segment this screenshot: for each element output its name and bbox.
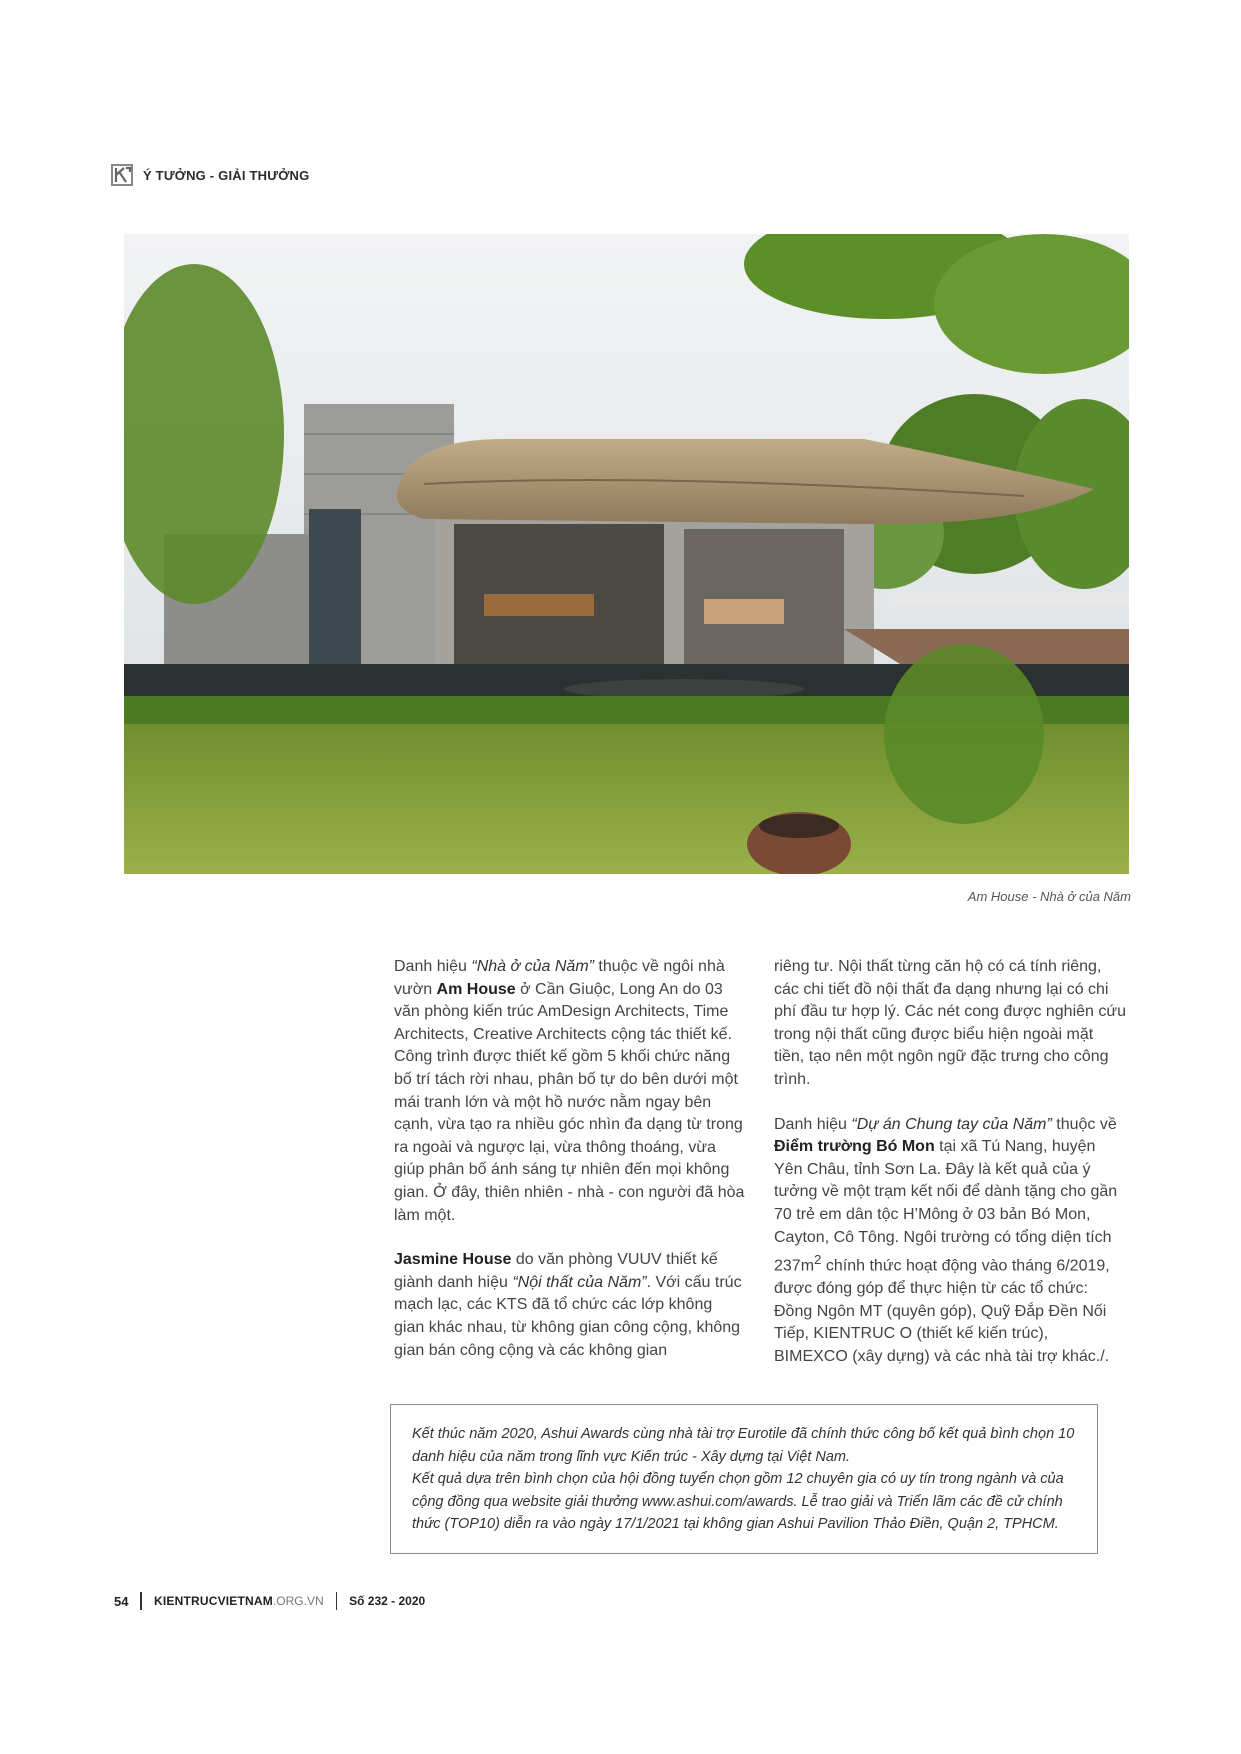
text-run: ở Cần Giuộc, Long An do 03 văn phòng kiến trúc AmDesign Architects, Time Architects, Creative Architects cộng tác thiết kế. Công trình được thiết kế gồm 5 khối chức năng bố trí tách rời nhau, phân bố tự do bên dưới một mái tranh lớn và một hồ nước nằm ngay bên cạnh, vừa tạo ra nhiều góc nhìn đa dạng từ trong ra ngoài và ngược lại, vừa thông thoáng, vừa giúp phân bố ánh sáng tự nhiên đến mọi không gian. Ở đây, thiên nhiên - nhà - con người đã hòa làm một. [394, 980, 745, 1224]
paragraph-am-house [394, 956, 746, 1227]
paragraph-bo-mon-school [774, 1114, 1126, 1369]
paragraph-jasmine-house [394, 1249, 746, 1362]
footer-divider [140, 1592, 142, 1610]
site-name [154, 1594, 324, 1608]
text-run: thuộc về ngôi nhà vườn [394, 958, 725, 998]
project-name-jasmine-house: Jasmine House [394, 1251, 512, 1269]
project-name-bo-mon: Điểm trường Bó Mon [774, 1138, 935, 1156]
text-run: Danh hiệu [774, 1115, 852, 1133]
info-box [390, 1404, 1098, 1554]
kientruc-logo-icon [111, 164, 133, 186]
text-run: thuộc về [1051, 1115, 1117, 1133]
paragraph-jasmine-continued: riêng tư. Nội thất từng căn hộ có cá tính riêng, các chi tiết đồ nội thất đa dạng nhưng lại có chi phí đầu tư hợp lý. Các nét cong được nghiên cứu trong nội thất cũng được biểu hiện ngoài mặt tiền, tạo nên một ngôn ngữ đặc trưng cho công trình. [774, 958, 1126, 1088]
award-title-community: “Dự án Chung tay của Năm” [851, 1115, 1052, 1133]
section-header [111, 164, 309, 186]
text-run: do văn phòng VUUV thiết kế giành danh hiệu [394, 1251, 718, 1291]
info-box-paragraph-2: Kết quả dựa trên bình chọn của hội đồng tuyển chọn gồm 12 chuyên gia có uy tín trong ngành và của cộng đồng qua website giải thưởng www.ashui.com/awards. Lễ trao giải và Triển lãm các đề cử chính thức (TOP10) diễn ra vào ngày 17/1/2021 tại không gian Ashui Pavilion Thảo Điền, Quận 2, TPHCM. [412, 1471, 1064, 1532]
body-column-left [394, 956, 746, 1384]
footer-divider [336, 1592, 338, 1610]
site-name-bold: KIENTRUCVIETNAM [153, 1594, 273, 1608]
am-house-photo [124, 234, 1129, 874]
info-box-paragraph-1: Kết thúc năm 2020, Ashui Awards cùng nhà tài trợ Eurotile đã chính thức công bố kết quả bình chọn 10 danh hiệu của năm trong lĩnh vực Kiến trúc - Xây dựng tại Việt Nam. [412, 1426, 1075, 1465]
text-run: Danh hiệu [394, 958, 472, 975]
text-run: . Với cấu trúc mạch lạc, các KTS đã tổ chức các lớp không gian khác nhau, từ không gian công cộng, không gian bán công cộng và các không gian [394, 1273, 742, 1359]
issue-number: Số 232 - 2020 [349, 1594, 426, 1608]
section-title: Ý TƯỞNG - GIẢI THƯỞNG [143, 167, 310, 183]
award-title-home: “Nhà ở của Năm” [471, 958, 594, 975]
body-column-right [774, 956, 1126, 1390]
award-title-interior: “Nội thất của Năm” [512, 1273, 647, 1291]
text-run: tại xã Tú Nang, huyện Yên Châu, tỉnh Sơn La. Đây là kết quả của ý tưởng về một trạm kết nối để dành tặng cho gần 70 trẻ em dân tộc H’Mông ở 03 bản Bó Mon, Cayton, Cô Tông. Ngôi trường có tổng diện tích 237m [774, 1138, 1118, 1275]
superscript: 2 [814, 1252, 822, 1268]
text-run: chính thức hoạt động vào tháng 6/2019, được đóng góp để thực hiện từ các tổ chức: Đồng Ngôn MT (quyên góp), Quỹ Đắp Đền Nối Tiếp, KIENTRUC O (thiết kế kiến trúc), BIMEXCO (xây dựng) và các nhà tài trợ khác./. [774, 1257, 1110, 1365]
photo-caption: Am House - Nhà ở của Năm [967, 889, 1131, 904]
project-name-am-house: Am House [436, 980, 516, 998]
site-name-domain: .ORG.VN [272, 1594, 324, 1608]
page-number: 54 [114, 1593, 129, 1609]
page-footer [114, 1591, 425, 1611]
